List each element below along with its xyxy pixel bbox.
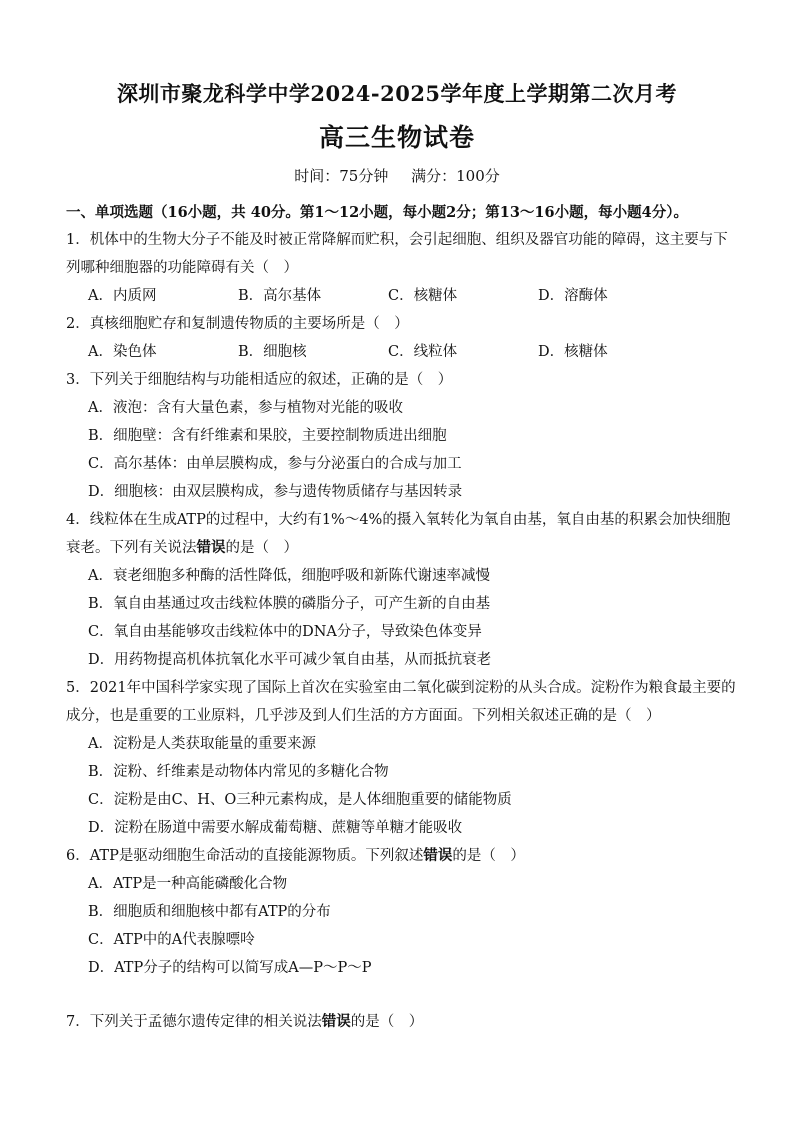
- question-stem: [66, 842, 736, 870]
- question-stem: 3．下列关于细胞结构与功能相适应的叙述，正确的是（ ）: [66, 372, 453, 388]
- option-row: [66, 338, 736, 366]
- stem-text-end: 的是（ ）: [225, 540, 298, 556]
- stem-emphasis: 错误: [321, 1013, 351, 1030]
- exam-time: 时间：75分钟: [294, 167, 389, 185]
- school-exam-title: 深圳市聚龙科学中学2024-2025学年度上学期第二次月考: [116, 81, 678, 106]
- option-a: A．染色体: [88, 344, 157, 360]
- option-b: B．淀粉、纤维素是动物体内常见的多糖化合物: [88, 764, 389, 780]
- question-2: [66, 310, 736, 366]
- option-c: C．线粒体: [388, 344, 458, 360]
- question-1: [66, 226, 736, 310]
- stem-emphasis: 错误: [196, 539, 226, 556]
- option-c: C．ATP中的A代表腺嘌呤: [88, 932, 255, 948]
- option-a: A．内质网: [88, 288, 157, 304]
- exam-full-score: 满分：100分: [411, 167, 500, 185]
- question-7: [66, 1008, 736, 1036]
- option-c: C．核糖体: [388, 288, 458, 304]
- option-d: D．核糖体: [538, 344, 608, 360]
- option-a: A．液泡：含有大量色素，参与植物对光能的吸收: [88, 400, 403, 416]
- option-c: C．淀粉是由C、H、O三种元素构成，是人体细胞重要的储能物质: [88, 792, 512, 808]
- option-d: D．细胞核：由双层膜构成，参与遗传物质储存与基因转录: [88, 484, 463, 500]
- option-b: B．高尔基体: [238, 288, 322, 304]
- option-d: D．ATP分子的结构可以简写成A—P～P～P: [88, 960, 372, 976]
- stem-text: 4．线粒体在生成ATP的过程中，大约有1%～4%的摄入氧转化为氧自由基，氧自由基的积累会加快细胞衰老。下列有关说法: [66, 512, 731, 556]
- question-3: [66, 366, 736, 506]
- option-a: A．衰老细胞多种酶的活性降低，细胞呼吸和新陈代谢速率减慢: [88, 568, 490, 584]
- subject-title: 高三生物试卷: [318, 123, 475, 152]
- option-d: D．用药物提高机体抗氧化水平可减少氧自由基，从而抵抗衰老: [88, 652, 492, 668]
- option-b: B．细胞核: [238, 344, 307, 360]
- option-b: B．细胞壁：含有纤维素和果胶，主要控制物质进出细胞: [88, 428, 447, 444]
- question-stem: [66, 506, 736, 562]
- question-stem: 2．真核细胞贮存和复制遗传物质的主要场所是（ ）: [66, 316, 409, 332]
- question-6: [66, 842, 736, 982]
- question-stem: 1．机体中的生物大分子不能及时被正常降解而贮积，会引起细胞、组织及器官功能的障碍，这主要与下列哪种细胞器的功能障碍有关（ ）: [66, 232, 728, 276]
- stem-text: 7．下列关于孟德尔遗传定律的相关说法: [66, 1014, 322, 1030]
- section-heading: 一、单项选题（16小题，共 40分。第1～12小题，每小题2分；第13～16小题，每小题4分）。: [66, 204, 688, 221]
- question-5: [66, 674, 736, 842]
- stem-emphasis: 错误: [423, 847, 453, 864]
- question-stem: [66, 1008, 736, 1036]
- stem-text-end: 的是（ ）: [452, 848, 525, 864]
- exam-content: [66, 200, 736, 1036]
- option-b: B．氧自由基通过攻击线粒体膜的磷脂分子，可产生新的自由基: [88, 596, 491, 612]
- option-a: A．淀粉是人类获取能量的重要来源: [88, 736, 316, 752]
- option-row: [66, 282, 736, 310]
- question-stem: 5．2021年中国科学家实现了国际上首次在实验室由二氧化碳到淀粉的从头合成。淀粉作为粮食最主要的成分，也是重要的工业原料，几乎涉及到人们生活的方方面面。下列相关叙述正确的是（ ）: [66, 680, 736, 724]
- option-a: A．ATP是一种高能磷酸化合物: [88, 876, 288, 892]
- spacer: [66, 982, 736, 1008]
- question-4: [66, 506, 736, 674]
- stem-text-end: 的是（ ）: [350, 1014, 424, 1030]
- option-c: C．氧自由基能够攻击线粒体中的DNA分子，导致染色体变异: [88, 624, 482, 640]
- exam-meta: [0, 165, 794, 186]
- stem-text: 6．ATP是驱动细胞生命活动的直接能源物质。下列叙述: [66, 848, 424, 864]
- option-d: D．淀粉在肠道中需要水解成葡萄糖、蔗糖等单糖才能吸收: [88, 820, 463, 836]
- option-b: B．细胞质和细胞核中都有ATP的分布: [88, 904, 331, 920]
- option-d: D．溶酶体: [538, 288, 608, 304]
- option-c: C．高尔基体：由单层膜构成，参与分泌蛋白的合成与加工: [88, 456, 462, 472]
